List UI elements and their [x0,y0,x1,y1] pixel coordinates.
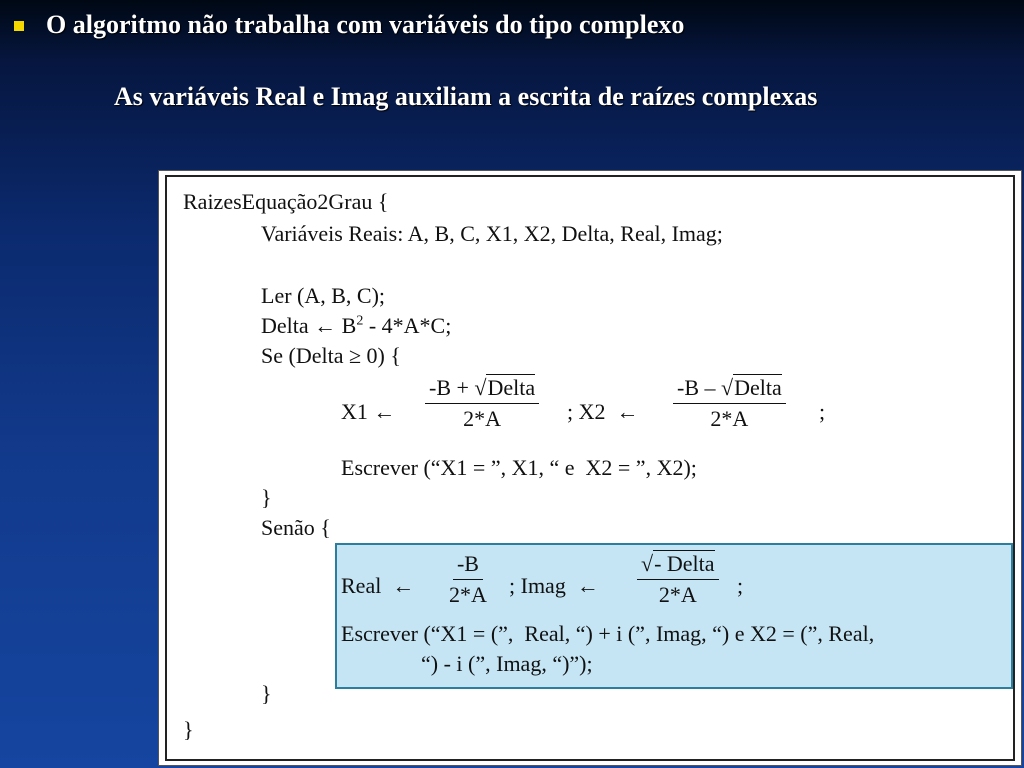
imag-fraction: √- Delta 2*A [637,551,719,608]
real-label: Real ← [341,573,415,598]
code-line-close-main: } [183,717,194,742]
code-frame [165,175,1015,761]
code-line-delta: Delta ← $B^2 - 4*A*C$; [261,313,452,338]
real-fraction: $\frac{-B}{2*A}$ [449,551,487,607]
bullet-square-icon [14,21,24,31]
code-line-close-if: } [261,485,272,510]
imag-label: ; Imag ← [509,573,599,598]
x1-fraction: -B + √Delta 2*A [425,375,539,432]
subtitle-text: As variáveis Real e Imag auxiliam a escrita de raízes complexas [114,82,818,111]
code-line-header: RaizesEquação2Grau { [183,189,389,214]
code-line-declarations: Variáveis Reais: A, B, C, X1, X2, Delta, Real, Imag; [261,221,723,246]
code-line-write-real: Escrever (“X1 = ”, X1, “ e X2 = ”, X2); [341,455,697,480]
code-line-read: Ler (A, B, C); [261,283,386,308]
code-line-else: Senão { [261,515,331,540]
x1-label: X1 ← [341,399,396,424]
code-line-write-complex-1: Escrever (“X1 = (”, Real, “) + i (”, Imag, “) e X2 = (”, Real, [341,621,875,646]
code-line-close-else: } [261,681,272,706]
x2-end: ; [819,399,826,424]
x2-fraction: -B – √Delta 2*A [673,375,786,432]
bullet-item [14,10,684,40]
code-line-if: Se (Delta ≥ 0) { [261,343,401,368]
code-figure [158,170,1022,766]
x2-label: ; X2 ← [567,399,639,424]
code-line-write-complex-2: “) - i (”, Imag, “)”); [421,651,593,676]
bullet-text: O algoritmo não trabalha com variáveis do tipo complexo [46,10,685,39]
imag-end: ; [737,573,744,598]
